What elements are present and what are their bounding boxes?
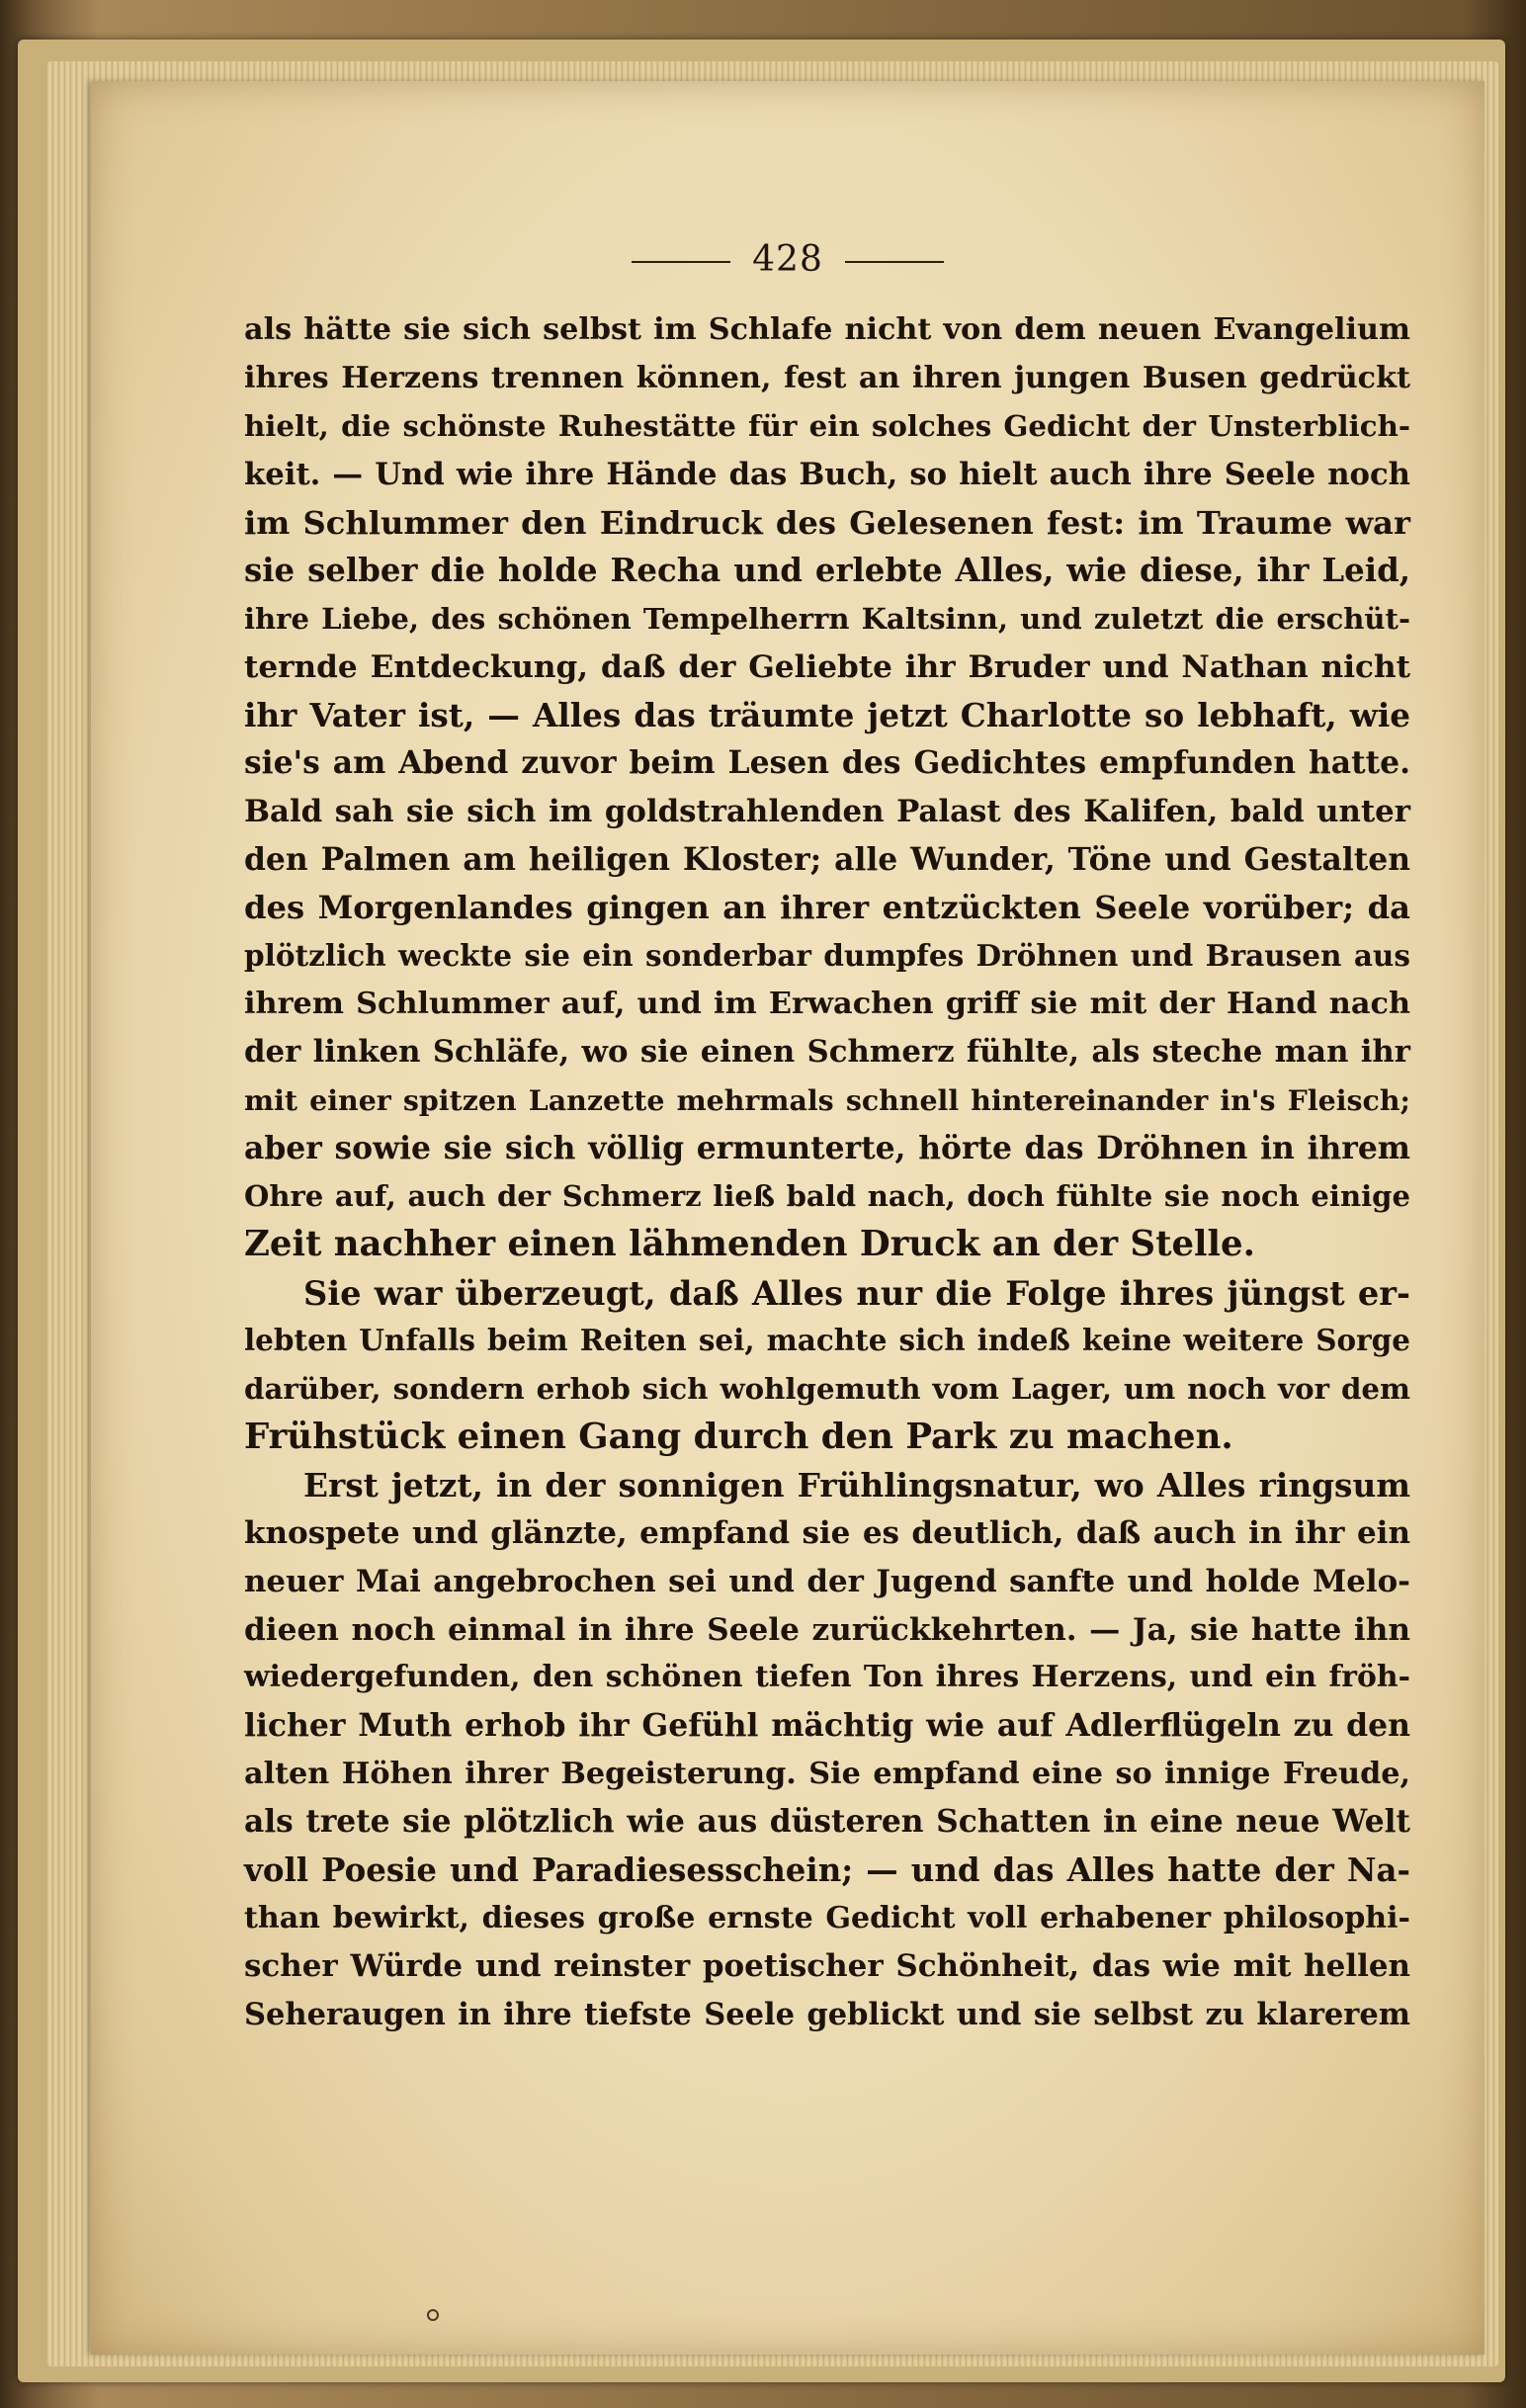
text-line: hielt, die schönste Ruhestätte für ein solches Gedicht der Unsterblich-	[244, 409, 1410, 444]
text-line: Sie war überzeugt, daß Alles nur die Folge ihres jüngst er-	[303, 1272, 1410, 1313]
text-line: sie selber die holde Recha und erlebte Alles, wie diese, ihr Leid,	[244, 552, 1410, 590]
text-line: neuer Mai angebrochen sei und der Jugend sanfte und holde Melo-	[244, 1563, 1410, 1599]
text-line: als hätte sie sich selbst im Schlafe nicht von dem neuen Evangelium	[244, 312, 1410, 347]
text-line: plötzlich weckte sie ein sonderbar dumpfes Dröhnen und Brausen aus	[244, 937, 1410, 973]
ink-mark	[427, 2309, 439, 2321]
text-line: Zeit nachher einen lähmenden Druck an der Stelle.	[244, 1224, 1255, 1265]
text-line: voll Poesie und Paradiesesschein; — und das Alles hatte der Na-	[244, 1851, 1410, 1889]
text-line: keit. — Und wie ihre Hände das Buch, so hielt auch ihre Seele noch	[244, 457, 1410, 493]
text-line: Seheraugen in ihre tiefste Seele geblickt und sie selbst zu klarerem	[244, 1997, 1410, 2033]
text-line: Ohre auf, auch der Schmerz ließ bald nach, doch fühlte sie noch einige	[244, 1179, 1410, 1214]
text-line: scher Würde und reinster poetischer Schönheit, das wie mit hellen	[244, 1948, 1410, 1985]
text-line: ihre Liebe, des schönen Tempelherrn Kaltsinn, und zuletzt die erschüt-	[244, 602, 1410, 637]
text-line: than bewirkt, dieses große ernste Gedicht voll erhabener philosophi-	[244, 1900, 1410, 1935]
text-line: ihres Herzens trennen können, fest an ihren jungen Busen gedrückt	[244, 360, 1410, 395]
text-line: Frühstück einen Gang durch den Park zu machen.	[244, 1416, 1233, 1457]
text-line: sie's am Abend zuvor beim Lesen des Gedichtes empfunden hatte.	[244, 745, 1410, 782]
book-page	[91, 81, 1484, 2355]
text-line: Erst jetzt, in der sonnigen Frühlingsnatur, wo Alles ringsum	[303, 1465, 1410, 1505]
text-line: im Schlummer den Eindruck des Gelesenen fest: im Traume war	[244, 503, 1410, 542]
text-line: lebten Unfalls beim Reiten sei, machte sich indeß keine weitere Sorge	[244, 1323, 1410, 1358]
text-line: ternde Entdeckung, daß der Geliebte ihr Bruder und Nathan nicht	[244, 648, 1410, 685]
right-rule	[845, 261, 944, 263]
text-line: mit einer spitzen Lanzette mehrmals schnell hintereinander in's Fleisch;	[244, 1083, 1410, 1117]
text-line: ihrem Schlummer auf, und im Erwachen griff sie mit der Hand nach	[244, 986, 1410, 1021]
text-line: licher Muth erhob ihr Gefühl mächtig wie auf Adlerflügeln zu den	[244, 1706, 1410, 1744]
text-line: dieen noch einmal in ihre Seele zurückkehrten. — Ja, sie hatte ihn	[244, 1611, 1410, 1648]
text-line: wiedergefunden, den schönen tiefen Ton ihres Herzens, und ein fröh-	[244, 1660, 1410, 1695]
text-line: als trete sie plötzlich wie aus düsteren Schatten in eine neue Welt	[244, 1804, 1410, 1841]
left-rule	[632, 261, 730, 263]
text-line: knospete und glänzte, empfand sie es deutlich, daß auch in ihr ein	[244, 1515, 1410, 1552]
text-line: der linken Schläfe, wo sie einen Schmerz fühlte, als steche man ihr	[244, 1034, 1410, 1071]
text-line: aber sowie sie sich völlig ermunterte, hörte das Dröhnen in ihrem	[244, 1130, 1410, 1166]
body-text	[244, 306, 1410, 2039]
text-line: alten Höhen ihrer Begeisterung. Sie empfand eine so innige Freude,	[244, 1756, 1410, 1791]
page-number-header	[91, 239, 1484, 280]
text-line: Bald sah sie sich im goldstrahlenden Palast des Kalifen, bald unter	[244, 793, 1410, 829]
text-line: darüber, sondern erhob sich wohlgemuth vom Lager, um noch vor dem	[244, 1372, 1410, 1407]
text-line: des Morgenlandes gingen an ihrer entzückten Seele vorüber; da	[244, 889, 1410, 927]
page-number: 428	[752, 239, 823, 280]
text-line: ihr Vater ist, — Alles das träumte jetzt Charlotte so lebhaft, wie	[244, 695, 1410, 734]
text-line: den Palmen am heiligen Kloster; alle Wunder, Töne und Gestalten	[244, 841, 1410, 878]
